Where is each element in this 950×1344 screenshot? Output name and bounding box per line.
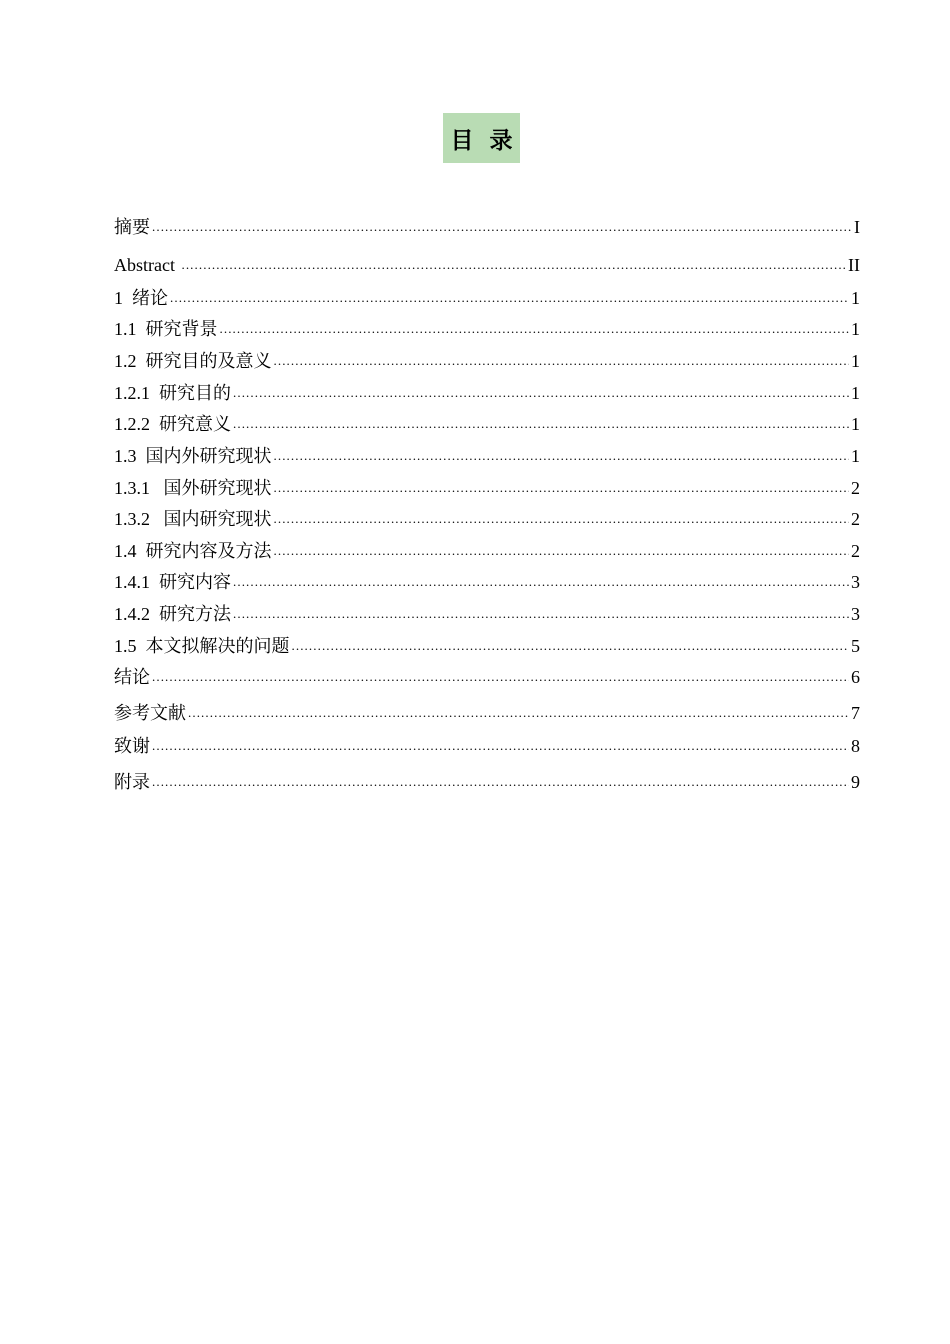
toc-entry-label: 1.5 本文拟解决的问题 (114, 636, 290, 656)
toc-leader-dots (220, 316, 850, 342)
toc-entry-label: 致谢 (114, 736, 150, 756)
toc-entry-label: 1.1 研究背景 (114, 319, 218, 339)
toc-entry-section-1-1[interactable] (114, 316, 860, 342)
toc-leader-dots (152, 733, 849, 759)
toc-leader-dots (170, 285, 849, 311)
toc-entry-page: 1 (851, 446, 860, 466)
toc-leader-dots (274, 443, 850, 469)
toc-entry-chapter-1[interactable] (114, 285, 860, 311)
toc-entry-section-1-4[interactable] (114, 538, 860, 564)
toc-entry-page: 7 (851, 703, 860, 723)
toc-leader-dots (274, 475, 850, 501)
toc-leader-dots (152, 664, 849, 690)
toc-entry-page: 2 (851, 509, 860, 529)
toc-leader-dots (152, 769, 849, 795)
toc-entry-references[interactable] (114, 700, 860, 726)
toc-entry-page: 1 (851, 288, 860, 308)
toc-leader-dots (233, 380, 849, 406)
toc-entry-page: 2 (851, 478, 860, 498)
toc-entry-label: 1.2.2 研究意义 (114, 414, 231, 434)
toc-entry-section-1-5[interactable] (114, 633, 860, 659)
toc-entry-page: 2 (851, 541, 860, 561)
toc-leader-dots (274, 538, 850, 564)
toc-entry-section-1-3-1[interactable] (114, 475, 860, 501)
toc-leader-dots (274, 348, 850, 374)
toc-entry-section-1-2-2[interactable] (114, 411, 860, 437)
toc-leader-dots (188, 700, 849, 726)
toc-entry-label: 1.3.2 国内研究现状 (114, 509, 272, 529)
toc-entry-page: 9 (851, 772, 860, 792)
toc-entry-page: 3 (851, 604, 860, 624)
toc-entry-section-1-4-1[interactable] (114, 569, 860, 595)
toc-entry-label: 1.3.1 国外研究现状 (114, 478, 272, 498)
toc-entry-page: 1 (851, 383, 860, 403)
toc-entry-page: 1 (851, 414, 860, 434)
toc-title: 目 录 (443, 113, 520, 163)
toc-entry-label: Abstract (114, 255, 180, 275)
toc-entry-label: 结论 (114, 667, 150, 687)
toc-entry-page: II (848, 255, 860, 275)
toc-leader-dots (292, 633, 850, 659)
toc-entry-page: 8 (851, 736, 860, 756)
toc-entry-abstract-en[interactable] (114, 252, 860, 278)
toc-entry-conclusion[interactable] (114, 664, 860, 690)
toc-leader-dots (152, 214, 852, 240)
toc-entry-appendix[interactable] (114, 769, 860, 795)
toc-entry-page: 5 (851, 636, 860, 656)
toc-entry-label: 1.2.1 研究目的 (114, 383, 231, 403)
toc-entry-page: 3 (851, 572, 860, 592)
toc-entry-page: I (854, 217, 860, 237)
toc-leader-dots (274, 506, 850, 532)
toc-entry-page: 6 (851, 667, 860, 687)
toc-entry-label: 1 绪论 (114, 288, 168, 308)
toc-entry-abstract-cn[interactable] (114, 214, 860, 240)
toc-leader-dots (233, 601, 849, 627)
toc-entry-label: 1.4.2 研究方法 (114, 604, 231, 624)
toc-entry-label: 参考文献 (114, 703, 186, 723)
toc-entry-section-1-2[interactable] (114, 348, 860, 374)
toc-leader-dots (233, 569, 849, 595)
toc-entry-label: 1.2 研究目的及意义 (114, 351, 272, 371)
toc-entry-page: 1 (851, 319, 860, 339)
toc-leader-dots (233, 411, 849, 437)
toc-entry-section-1-2-1[interactable] (114, 380, 860, 406)
toc-entry-page: 1 (851, 351, 860, 371)
toc-entry-label: 1.4.1 研究内容 (114, 572, 231, 592)
toc-entry-section-1-3[interactable] (114, 443, 860, 469)
toc-entry-label: 1.4 研究内容及方法 (114, 541, 272, 561)
toc-entry-section-1-3-2[interactable] (114, 506, 860, 532)
toc-leader-dots (181, 252, 846, 278)
toc-entry-label: 附录 (114, 772, 150, 792)
toc-entry-acknowledgements[interactable] (114, 733, 860, 759)
toc-entry-section-1-4-2[interactable] (114, 601, 860, 627)
toc-entry-label: 摘要 (114, 217, 150, 237)
toc-entry-label: 1.3 国内外研究现状 (114, 446, 272, 466)
